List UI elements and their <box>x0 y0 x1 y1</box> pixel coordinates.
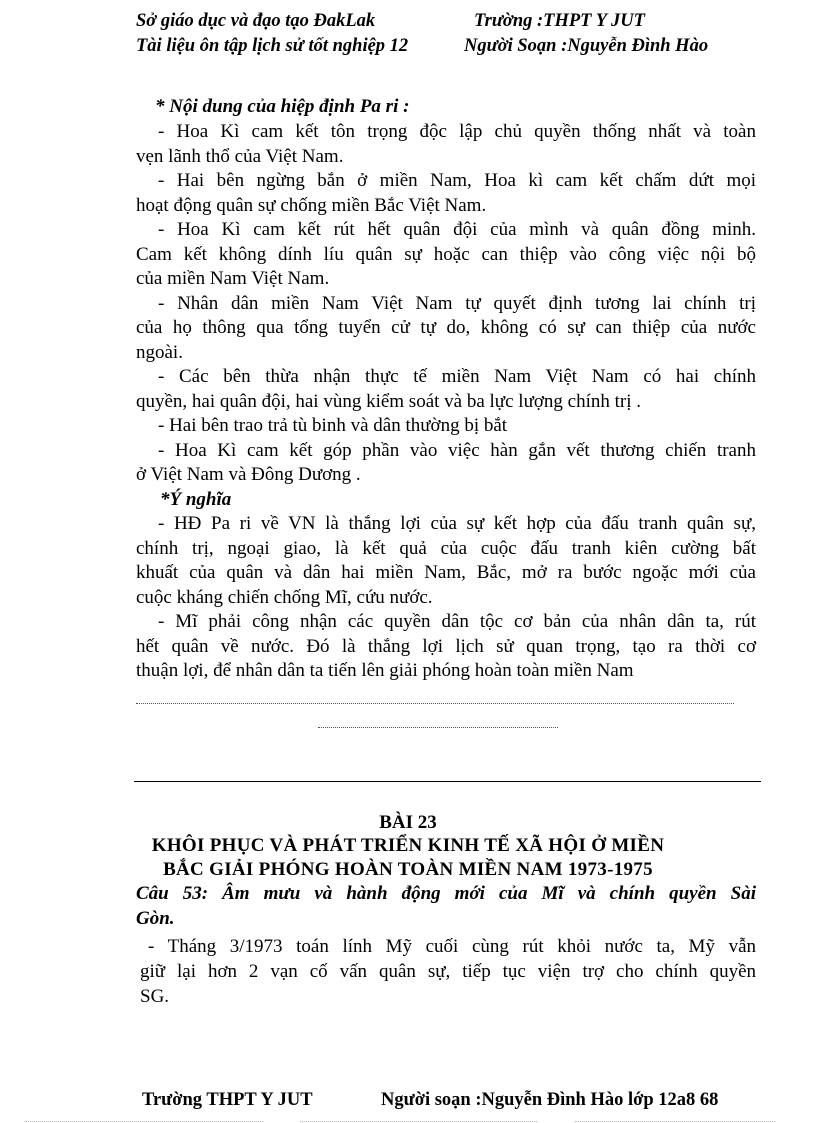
paragraph-line: - Hoa Kì cam kết rút hết quân đội của mình và quân đồng minh. <box>158 219 756 240</box>
paragraph-line: - Hai bên ngừng bắn ở miền Nam, Hoa kì cam kết chấm dứt mọi <box>158 170 756 191</box>
footer-school: Trường THPT Y JUT <box>142 1090 313 1110</box>
paragraph-line: quyền, hai quân đội, hai vùng kiểm soát và ba lực lượng chính trị . <box>136 391 642 412</box>
paragraph-line: - Hoa Kì cam kết tôn trọng độc lập chủ quyền thống nhất và toàn <box>158 121 756 142</box>
paragraph-line: ngoài. <box>136 342 183 363</box>
lesson-title-line: BẮC GIẢI PHÓNG HOÀN TOÀN MIỀN NAM 1973-1975 <box>163 859 653 880</box>
paragraph-line: - HĐ Pa ri về VN là thắng lợi của sự kết hợp của đấu tranh quân sự, <box>158 513 756 534</box>
paragraph-line: SG. <box>140 986 170 1007</box>
footer-dotted-line <box>300 1121 537 1122</box>
section-heading-meaning: *Ý nghĩa <box>160 489 232 510</box>
header-department: Sở giáo dục và đạo tạo ĐakLak <box>136 11 376 31</box>
header-school: Trường :THPT Y JUT <box>474 11 645 31</box>
paragraph-line: - Hai bên trao trả tù binh và dân thường bị bắt <box>158 415 508 436</box>
paragraph-line: - Hoa Kì cam kết góp phần vào việc hàn gắn vết thương chiến tranh <box>158 440 756 461</box>
paragraph-line: - Các bên thừa nhận thực tế miền Nam Việt Nam có hai chính <box>158 366 756 387</box>
header-author: Người Soạn :Nguyễn Đình Hào <box>464 36 709 56</box>
paragraph-line: của họ thông qua tổng tuyển cử tự do, không có sự can thiệp của nước <box>136 317 756 338</box>
paragraph-line: cuộc kháng chiến chống Mĩ, cứu nước. <box>136 587 433 608</box>
paragraph-line: Cam kết không dính líu quân sự hoặc can thiệp vào công việc nội bộ <box>136 244 756 265</box>
paragraph-line: chính trị, ngoại giao, là kết quả của cuộc đấu tranh kiên cường bất <box>136 538 756 559</box>
footer-dotted-line <box>575 1121 775 1122</box>
paragraph-line: - Tháng 3/1973 toán lính Mỹ cuối cùng rút khỏi nước ta, Mỹ vẫn <box>148 936 756 957</box>
paragraph-line: của miền Nam Việt Nam. <box>136 268 330 289</box>
paragraph-line: - Nhân dân miền Nam Việt Nam tự quyết định tương lai chính trị <box>158 293 756 314</box>
header-document-title: Tài liệu ôn tập lịch sử tốt nghiệp 12 <box>136 36 409 56</box>
question-title-continued: Gòn. <box>136 908 175 929</box>
paragraph-line: - Mĩ phải công nhận các quyền dân tộc cơ bản của nhân dân ta, rút <box>158 611 756 632</box>
paragraph-line: ở Việt Nam và Đông Dương . <box>136 464 361 485</box>
paragraph-line: hoạt động quân sự chống miền Bắc Việt Nam. <box>136 195 487 216</box>
footer-dotted-line <box>25 1121 263 1122</box>
question-title: Câu 53: Âm mưu và hành động mới của Mĩ và chính quyền Sài <box>136 883 756 904</box>
lesson-title-line: KHÔI PHỤC VÀ PHÁT TRIỂN KINH TẾ XÃ HỘI Ở MIỀN <box>151 835 665 856</box>
dotted-line <box>318 727 558 728</box>
paragraph-line: thuận lợi, để nhân dân ta tiến lên giải phóng hoàn toàn miền Nam <box>136 660 634 681</box>
lesson-number: BÀI 23 <box>379 812 437 833</box>
section-divider <box>134 781 761 782</box>
paragraph-line: hết quân về nước. Đó là thắng lợi lịch sử quan trọng, tạo ra thời cơ <box>136 636 756 657</box>
dotted-line <box>136 703 734 704</box>
paragraph-line: vẹn lãnh thổ của Việt Nam. <box>136 146 344 167</box>
section-heading-content: * Nội dung của hiệp định Pa ri : <box>155 96 410 117</box>
paragraph-line: giữ lại hơn 2 vạn cố vấn quân sự, tiếp tục viện trợ cho chính quyền <box>140 961 756 982</box>
paragraph-line: khuất của quân và dân hai miền Nam, Bắc, mở ra bước ngoặc mới của <box>136 562 756 583</box>
footer-author: Người soạn :Nguyễn Đình Hào lớp 12a8 68 <box>381 1090 719 1110</box>
